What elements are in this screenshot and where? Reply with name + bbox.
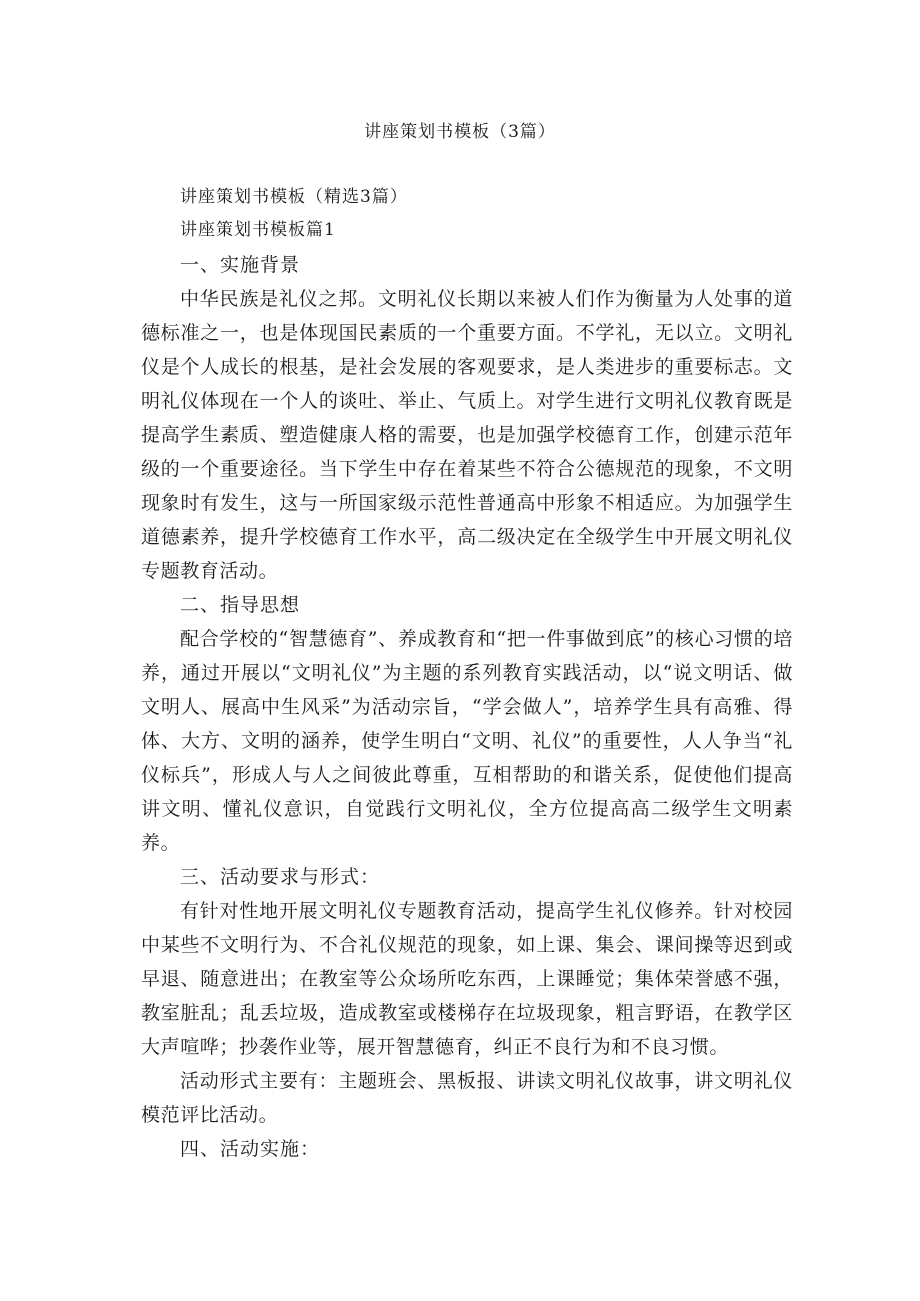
section-paragraph-requirements: 有针对性地开展文明礼仪专题教育活动，提高学生礼仪修养。针对校园中某些不文明行为、不合礼仪规范的现象，如上课、集会、课间操等迟到或早退、随意进出；在教室等公众场所吃东西，上课睡觉；集体荣誉感不强，教室脏乱；乱丢垃圾，造成教室或楼梯存在垃圾现象，粗言野语，在教学区大声喧哗；抄袭作业等，展开智慧德育，纠正不良行为和不良习惯。 [141, 900, 793, 1058]
section-heading-requirements: 三、活动要求与形式： [180, 866, 381, 888]
section-paragraph-activity-forms: 活动形式主要有：主题班会、黑板报、讲读文明礼仪故事，讲文明礼仪模范评比活动。 [141, 1070, 793, 1126]
section-paragraph-background: 中华民族是礼仪之邦。文明礼仪长期以来被人们作为衡量为人处事的道德标准之一，也是体现国民素质的一个重要方面。不学礼，无以立。文明礼仪是个人成长的根基，是社会发展的客观要求，是人类进步的重要标志。文明礼仪体现在一个人的谈吐、举止、气质上。对学生进行文明礼仪教育既是提高学生素质、塑造健康人格的需要，也是加强学校德育工作，创建示范年级的一个重要途径。当下学生中存在着某些不符合公德规范的现象，不文明现象时有发生，这与一所国家级示范性普通高中形象不相适应。为加强学生道德素养，提升学校德育工作水平，高二级决定在全级学生中开展文明礼仪专题教育活动。 [141, 288, 793, 582]
part-title: 讲座策划书模板篇1 [180, 220, 336, 240]
document-subtitle: 讲座策划书模板（精选3篇） [180, 187, 408, 207]
section-heading-guiding-ideology: 二、指导思想 [180, 594, 301, 616]
section-heading-background: 一、实施背景 [180, 254, 301, 276]
section-paragraph-guiding-ideology: 配合学校的“智慧德育”、养成教育和“把一件事做到底”的核心习惯的培养，通过开展以“文明礼仪”为主题的系列教育实践活动，以“说文明话、做文明人、展高中生风采”为活动宗旨，“学会做人”，培养学生具有高雅、得体、大方、文明的涵养，使学生明白“文明、礼仪”的重要性，人人争当“礼仪标兵”，形成人与人之间彼此尊重，互相帮助的和谐关系，促使他们提高讲文明、懂礼仪意识，自觉践行文明礼仪，全方位提高高二级学生文明素养。 [141, 628, 793, 854]
document-title: 讲座策划书模板（3篇） [364, 122, 556, 142]
section-heading-implementation: 四、活动实施： [180, 1138, 321, 1160]
